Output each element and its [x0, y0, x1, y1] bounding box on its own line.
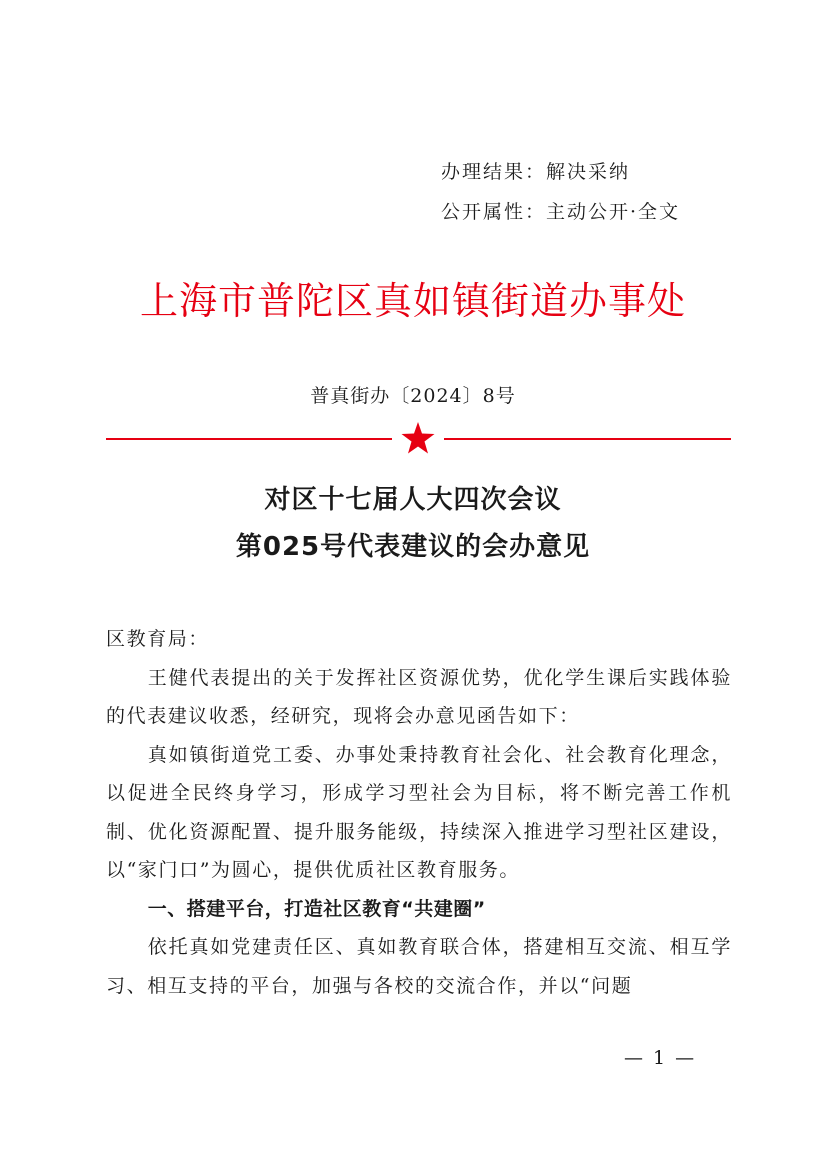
- disclosure-attribute: 公开属性：主动公开·全文: [441, 201, 681, 223]
- red-divider-right: [444, 438, 731, 440]
- body-paragraph-1: 王健代表提出的关于发挥社区资源优势，优化学生课后实践体验的代表建议收悉，经研究，现将会办意见函告如下：: [106, 666, 732, 727]
- issuing-organization-title: 上海市普陀区真如镇街道办事处: [139, 279, 686, 323]
- handling-result: 办理结果：解决采纳: [441, 161, 631, 183]
- body-paragraph-3: 依托真如党建责任区、真如教育联合体，搭建相互交流、相互学习、相互支持的平台，加强与各校的交流合作，并以“问题: [106, 936, 732, 997]
- document-body: [106, 620, 732, 1005]
- recipient: 区教育局：: [106, 628, 210, 650]
- document-number: 普真街办〔2024〕8号: [310, 385, 516, 407]
- body-paragraph-2: 真如镇街道党工委、办事处秉持教育社会化、社会教育化理念，以促进全民终身学习，形成学习型社会为目标，将不断完善工作机制、优化资源配置、提升服务能级，持续深入推进学习型社区建设，以“家门口”为圆心，提供优质社区教育服务。: [106, 743, 732, 881]
- red-divider-left: [106, 438, 392, 440]
- star-icon: [401, 422, 435, 454]
- page-number: — 1 —: [624, 1047, 697, 1069]
- document-title-line-1: 对区十七届人大四次会议: [264, 485, 562, 515]
- section-heading-1: 一、搭建平台，打造社区教育“共建圈”: [147, 897, 486, 920]
- document-title-line-2: 第025号代表建议的会办意见: [235, 532, 591, 562]
- star-shape: [402, 422, 435, 454]
